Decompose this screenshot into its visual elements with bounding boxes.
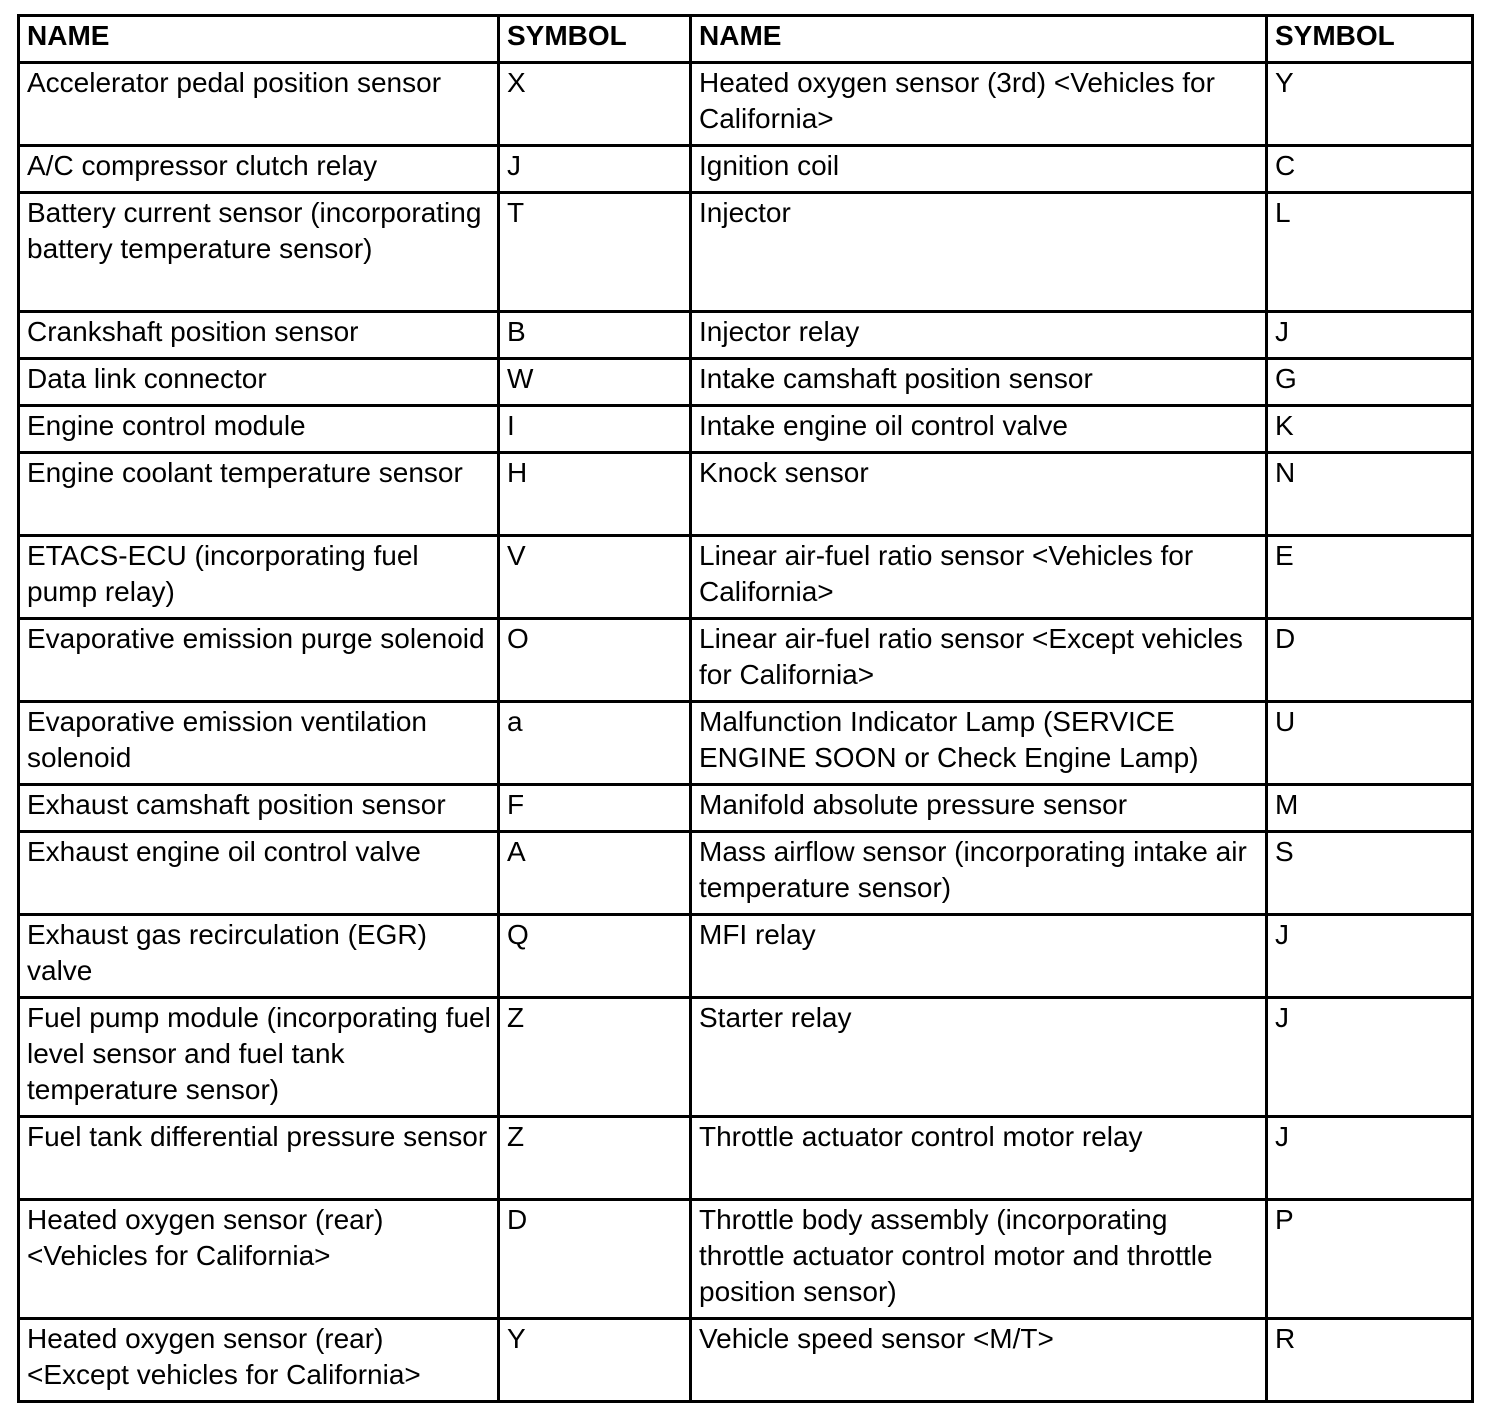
header-symbol-left: SYMBOL <box>499 16 691 63</box>
table-row <box>19 1200 1473 1319</box>
name-cell: Exhaust engine oil control valve <box>19 832 499 915</box>
name-cell: Starter relay <box>691 998 1267 1117</box>
header-row <box>19 16 1473 63</box>
symbol-cell: D <box>1267 619 1473 702</box>
table-row <box>19 453 1473 536</box>
name-cell: Injector relay <box>691 312 1267 359</box>
symbol-cell: P <box>1267 1200 1473 1319</box>
table-row <box>19 146 1473 193</box>
name-cell: Manifold absolute pressure sensor <box>691 785 1267 832</box>
symbol-cell: L <box>1267 193 1473 312</box>
name-cell: Intake engine oil control valve <box>691 406 1267 453</box>
table-row <box>19 536 1473 619</box>
name-cell: A/C compressor clutch relay <box>19 146 499 193</box>
symbol-cell: Z <box>499 998 691 1117</box>
symbol-cell: R <box>1267 1319 1473 1402</box>
symbol-cell: E <box>1267 536 1473 619</box>
symbol-cell: M <box>1267 785 1473 832</box>
table-row <box>19 785 1473 832</box>
name-cell: Heated oxygen sensor (rear) <Except vehicles for California> <box>19 1319 499 1402</box>
name-cell: Linear air-fuel ratio sensor <Except vehicles for California> <box>691 619 1267 702</box>
name-cell: Vehicle speed sensor <M/T> <box>691 1319 1267 1402</box>
name-cell: Mass airflow sensor (incorporating intake air temperature sensor) <box>691 832 1267 915</box>
table-row <box>19 619 1473 702</box>
symbol-cell: K <box>1267 406 1473 453</box>
header-symbol-right: SYMBOL <box>1267 16 1473 63</box>
name-cell: Engine coolant temperature sensor <box>19 453 499 536</box>
name-cell: Crankshaft position sensor <box>19 312 499 359</box>
table-row <box>19 1117 1473 1200</box>
symbol-cell: V <box>499 536 691 619</box>
symbol-cell: A <box>499 832 691 915</box>
symbol-cell: Z <box>499 1117 691 1200</box>
name-cell: Exhaust gas recirculation (EGR) valve <box>19 915 499 998</box>
name-cell: Ignition coil <box>691 146 1267 193</box>
name-cell: ETACS-ECU (incorporating fuel pump relay) <box>19 536 499 619</box>
name-cell: Malfunction Indicator Lamp (SERVICE ENGINE SOON or Check Engine Lamp) <box>691 702 1267 785</box>
table-row <box>19 359 1473 406</box>
symbol-cell: Y <box>1267 63 1473 146</box>
symbol-cell: Y <box>499 1319 691 1402</box>
symbol-cell: J <box>1267 915 1473 998</box>
name-cell: Linear air-fuel ratio sensor <Vehicles for California> <box>691 536 1267 619</box>
symbol-cell: J <box>1267 1117 1473 1200</box>
table-row <box>19 193 1473 312</box>
name-cell: Fuel tank differential pressure sensor <box>19 1117 499 1200</box>
name-cell: Data link connector <box>19 359 499 406</box>
symbol-cell: Q <box>499 915 691 998</box>
name-cell: MFI relay <box>691 915 1267 998</box>
symbol-cell: J <box>1267 312 1473 359</box>
name-cell: Exhaust camshaft position sensor <box>19 785 499 832</box>
name-cell: Throttle actuator control motor relay <box>691 1117 1267 1200</box>
name-cell: Intake camshaft position sensor <box>691 359 1267 406</box>
name-cell: Injector <box>691 193 1267 312</box>
name-cell: Evaporative emission purge solenoid <box>19 619 499 702</box>
symbol-cell: O <box>499 619 691 702</box>
symbol-cell: N <box>1267 453 1473 536</box>
component-symbol-table <box>17 14 1474 1403</box>
symbol-cell: J <box>499 146 691 193</box>
table-row <box>19 63 1473 146</box>
table-row <box>19 832 1473 915</box>
name-cell: Battery current sensor (incorporating battery temperature sensor) <box>19 193 499 312</box>
name-cell: Knock sensor <box>691 453 1267 536</box>
symbol-cell: J <box>1267 998 1473 1117</box>
component-symbol-table-sheet <box>17 14 1471 1403</box>
name-cell: Fuel pump module (incorporating fuel level sensor and fuel tank temperature sensor) <box>19 998 499 1117</box>
symbol-cell: X <box>499 63 691 146</box>
symbol-cell: W <box>499 359 691 406</box>
table-row <box>19 406 1473 453</box>
symbol-cell: I <box>499 406 691 453</box>
table-row <box>19 702 1473 785</box>
symbol-cell: B <box>499 312 691 359</box>
name-cell: Engine control module <box>19 406 499 453</box>
name-cell: Accelerator pedal position sensor <box>19 63 499 146</box>
symbol-cell: G <box>1267 359 1473 406</box>
symbol-cell: F <box>499 785 691 832</box>
symbol-cell: H <box>499 453 691 536</box>
symbol-cell: U <box>1267 702 1473 785</box>
symbol-cell: T <box>499 193 691 312</box>
symbol-cell: D <box>499 1200 691 1319</box>
table-row <box>19 1319 1473 1402</box>
symbol-cell: C <box>1267 146 1473 193</box>
header-name-right: NAME <box>691 16 1267 63</box>
name-cell: Heated oxygen sensor (3rd) <Vehicles for California> <box>691 63 1267 146</box>
table-row <box>19 312 1473 359</box>
table-row <box>19 998 1473 1117</box>
table-row <box>19 915 1473 998</box>
header-name-left: NAME <box>19 16 499 63</box>
symbol-cell: a <box>499 702 691 785</box>
symbol-cell: S <box>1267 832 1473 915</box>
name-cell: Throttle body assembly (incorporating throttle actuator control motor and throttle position sensor) <box>691 1200 1267 1319</box>
name-cell: Evaporative emission ventilation solenoid <box>19 702 499 785</box>
name-cell: Heated oxygen sensor (rear) <Vehicles for California> <box>19 1200 499 1319</box>
